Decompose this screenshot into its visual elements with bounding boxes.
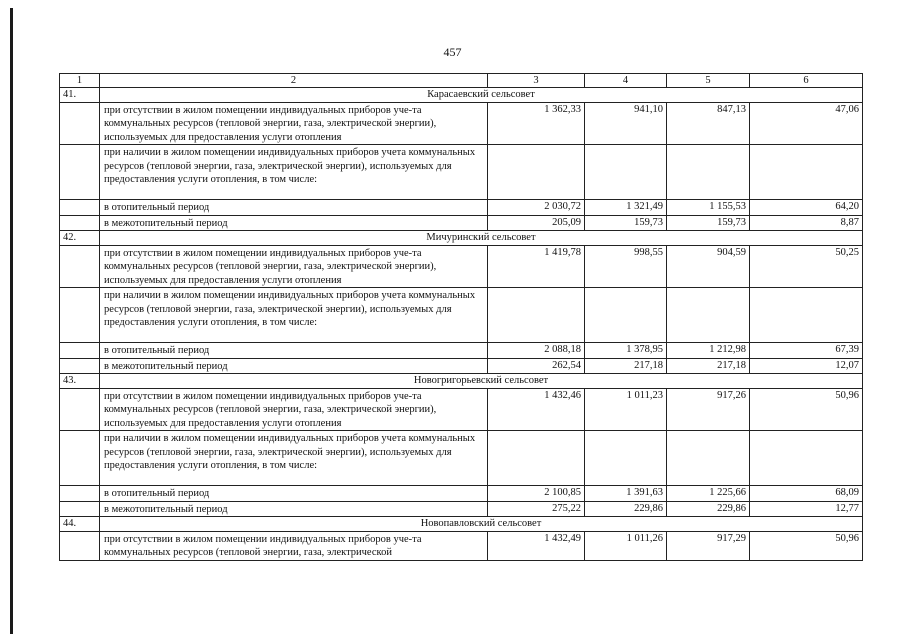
empty-cell	[585, 431, 667, 486]
value-col3: 1 432,46	[488, 388, 585, 431]
section-row	[60, 374, 863, 389]
value-col6: 50,96	[750, 388, 863, 431]
value-col5: 917,29	[667, 531, 750, 560]
section-number: 43.	[60, 374, 100, 389]
table-row	[60, 431, 863, 486]
scan-edge-bar	[10, 8, 13, 634]
value-col5: 159,73	[667, 215, 750, 231]
value-col5: 217,18	[667, 358, 750, 374]
row-description: при отсутствии в жилом помещении индивидуальных приборов уче-та коммунальных ресурсов (тепловой энергии, газа, электрической энергии), используемых для предоставления услуги отопления	[100, 388, 488, 431]
empty-cell	[750, 288, 863, 343]
section-row	[60, 517, 863, 532]
col-header-3: 3	[488, 74, 585, 88]
table-row	[60, 531, 863, 560]
table-row	[60, 288, 863, 343]
value-col3: 275,22	[488, 501, 585, 517]
col-header-5: 5	[667, 74, 750, 88]
row-description: в межотопительный период	[100, 501, 488, 517]
value-col3: 1 362,33	[488, 102, 585, 145]
row-description: при наличии в жилом помещении индивидуальных приборов учета коммунальных ресурсов (тепловой энергии, газа, электрической энергии), используемых для предоставления услуги отопления, в том числе:	[100, 431, 488, 486]
empty-cell	[488, 431, 585, 486]
empty-cell	[667, 288, 750, 343]
table-row	[60, 215, 863, 231]
value-col3: 2 100,85	[488, 486, 585, 502]
row-description: в отопительный период	[100, 486, 488, 502]
empty-cell	[750, 145, 863, 200]
value-col6: 47,06	[750, 102, 863, 145]
value-col4: 217,18	[585, 358, 667, 374]
table-row	[60, 388, 863, 431]
empty-cell	[60, 288, 100, 343]
col-header-4: 4	[585, 74, 667, 88]
table-row	[60, 145, 863, 200]
value-col6: 8,87	[750, 215, 863, 231]
value-col6: 64,20	[750, 200, 863, 216]
value-col6: 12,07	[750, 358, 863, 374]
empty-cell	[60, 431, 100, 486]
value-col5: 229,86	[667, 501, 750, 517]
table-row	[60, 486, 863, 502]
section-title: Новогригорьевский сельсовет	[100, 374, 863, 389]
section-title: Мичуринский сельсовет	[100, 231, 863, 246]
empty-cell	[60, 388, 100, 431]
empty-cell	[667, 145, 750, 200]
table-row	[60, 343, 863, 359]
empty-cell	[60, 245, 100, 288]
value-col4: 1 391,63	[585, 486, 667, 502]
row-description: при отсутствии в жилом помещении индивидуальных приборов уче-та коммунальных ресурсов (тепловой энергии, газа, электрической энергии), используемых для предоставления услуги отопления	[100, 102, 488, 145]
empty-cell	[60, 102, 100, 145]
row-description: при отсутствии в жилом помещении индивидуальных приборов уче-та коммунальных ресурсов (тепловой энергии, газа, электрической энергии), используемых для предоставления услуги отопления	[100, 245, 488, 288]
section-row	[60, 231, 863, 246]
value-col3: 1 432,49	[488, 531, 585, 560]
empty-cell	[60, 343, 100, 359]
tariff-table-body	[60, 74, 863, 561]
tariff-table	[59, 73, 863, 561]
value-col3: 205,09	[488, 215, 585, 231]
empty-cell	[667, 431, 750, 486]
value-col6: 67,39	[750, 343, 863, 359]
table-row	[60, 245, 863, 288]
empty-cell	[60, 200, 100, 216]
row-description: при отсутствии в жилом помещении индивидуальных приборов уче-та коммунальных ресурсов (тепловой энергии, газа, электрической	[100, 531, 488, 560]
empty-cell	[488, 288, 585, 343]
table-row	[60, 200, 863, 216]
value-col4: 229,86	[585, 501, 667, 517]
value-col5: 917,26	[667, 388, 750, 431]
section-title: Новопавловский сельсовет	[100, 517, 863, 532]
section-number: 44.	[60, 517, 100, 532]
empty-cell	[60, 486, 100, 502]
value-col3: 2 030,72	[488, 200, 585, 216]
value-col4: 998,55	[585, 245, 667, 288]
value-col3: 2 088,18	[488, 343, 585, 359]
value-col4: 1 011,23	[585, 388, 667, 431]
value-col5: 1 225,66	[667, 486, 750, 502]
value-col4: 1 011,26	[585, 531, 667, 560]
value-col5: 1 212,98	[667, 343, 750, 359]
row-description: при наличии в жилом помещении индивидуальных приборов учета коммунальных ресурсов (тепловой энергии, газа, электрической энергии), используемых для предоставления услуги отопления, в том числе:	[100, 288, 488, 343]
value-col5: 904,59	[667, 245, 750, 288]
empty-cell	[585, 288, 667, 343]
table-row	[60, 501, 863, 517]
value-col3: 262,54	[488, 358, 585, 374]
empty-cell	[750, 431, 863, 486]
value-col6: 68,09	[750, 486, 863, 502]
row-description: в межотопительный период	[100, 215, 488, 231]
value-col5: 1 155,53	[667, 200, 750, 216]
value-col4: 159,73	[585, 215, 667, 231]
page-number: 457	[443, 45, 462, 59]
value-col3: 1 419,78	[488, 245, 585, 288]
table-row	[60, 358, 863, 374]
empty-cell	[488, 145, 585, 200]
value-col5: 847,13	[667, 102, 750, 145]
row-description: в межотопительный период	[100, 358, 488, 374]
value-col6: 50,96	[750, 531, 863, 560]
value-col4: 1 378,95	[585, 343, 667, 359]
column-number-row	[60, 74, 863, 88]
value-col6: 12,77	[750, 501, 863, 517]
section-number: 41.	[60, 88, 100, 103]
section-row	[60, 88, 863, 103]
empty-cell	[60, 145, 100, 200]
value-col4: 941,10	[585, 102, 667, 145]
empty-cell	[60, 358, 100, 374]
value-col6: 50,25	[750, 245, 863, 288]
row-description: в отопительный период	[100, 343, 488, 359]
table-row	[60, 102, 863, 145]
value-col4: 1 321,49	[585, 200, 667, 216]
col-header-1: 1	[60, 74, 100, 88]
col-header-2: 2	[100, 74, 488, 88]
row-description: в отопительный период	[100, 200, 488, 216]
empty-cell	[60, 531, 100, 560]
empty-cell	[60, 501, 100, 517]
empty-cell	[60, 215, 100, 231]
section-number: 42.	[60, 231, 100, 246]
row-description: при наличии в жилом помещении индивидуальных приборов учета коммунальных ресурсов (тепловой энергии, газа, электрической энергии), используемых для предоставления услуги отопления, в том числе:	[100, 145, 488, 200]
empty-cell	[585, 145, 667, 200]
col-header-6: 6	[750, 74, 863, 88]
section-title: Карасаевский сельсовет	[100, 88, 863, 103]
